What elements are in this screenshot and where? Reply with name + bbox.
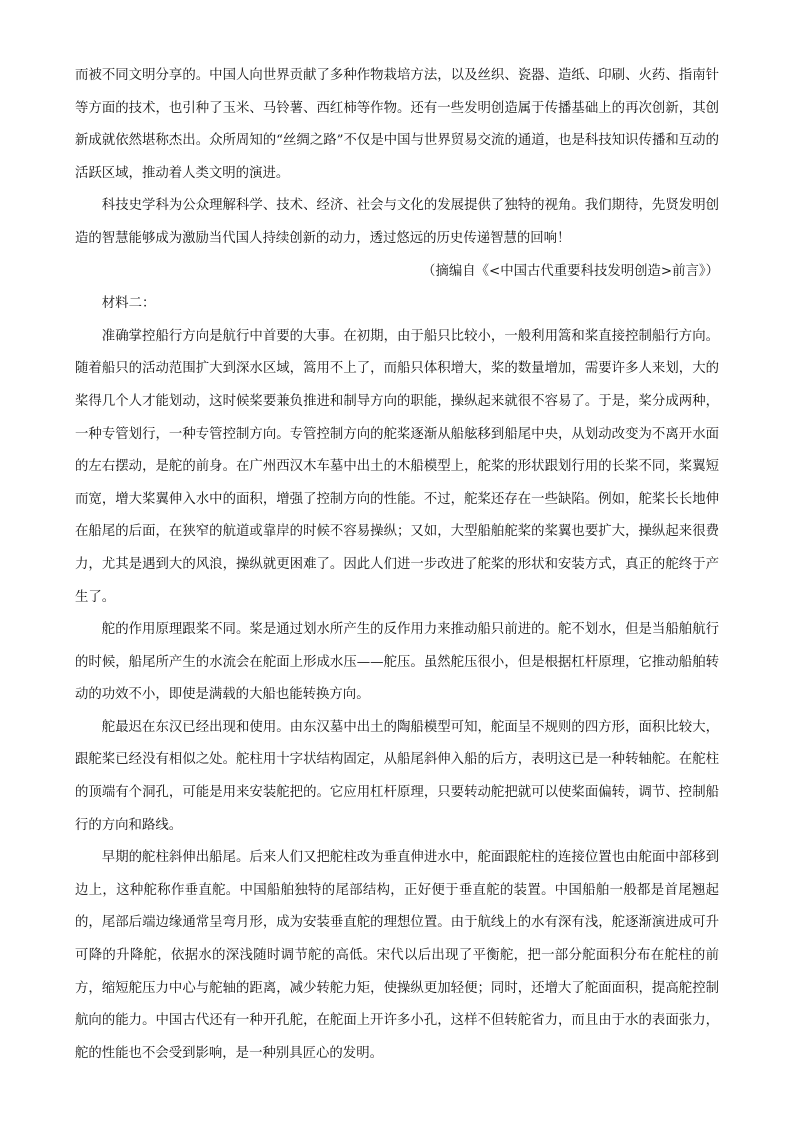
material-two-paragraph-1: 准确掌控船行方向是航行中首要的大事。在初期，由于船只比较小，一般利用篙和桨直接控制船行方向。随着船只的活动范围扩大到深水区域，篙用不上了，而船只体积增大，桨的数量增加，需要许多人来划，大的桨得几个人才能划动，这时候桨要兼负推进和制导方向的职能，操纵起来就很不容易了。于是，桨分成两种，一种专管划行，一种专管控制方向。专管控制方向的舵桨逐渐从船舷移到船尾中央，从划动改变为不离开水面的左右摆动，是舵的前身。在广州西汉木车墓中出土的木船模型上，舵桨的形状跟划行用的长桨不同，桨翼短而宽，增大桨翼伸入水中的面积，增强了控制方向的性能。不过，舵桨还存在一些缺陷。例如，舵桨长长地伸在船尾的后面，在狭窄的航道或靠岸的时候不容易操纵；又如，大型船舶舵桨的桨翼也要扩大，操纵起来很费力，尤其是遇到大的风浪，操纵就更困难了。因此人们进一步改进了舵桨的形状和安装方式，真正的舵终于产生了。 <box>75 328 719 605</box>
document-page <box>75 60 719 1070</box>
material-two-paragraph-2: 舵的作用原理跟桨不同。桨是通过划水所产生的反作用力来推动船只前进的。舵不划水，但是当船舶航行的时候，船尾所产生的水流会在舵面上形成水压——舵压。虽然舵压很小，但是根据杠杆原理，它推动船舶转动的功效不小，即使是满载的大船也能转换方向。 <box>75 622 719 703</box>
material-two-paragraph-3: 舵最迟在东汉已经出现和使用。由东汉墓中出土的陶船模型可知，舵面呈不规则的四方形，面积比较大，跟舵桨已经没有相似之处。舵柱用十字状结构固定，从船尾斜伸入船的后方，表明这已是一种转轴舵。在舵柱的顶端有个洞孔，可能是用来安装舵把的。它应用杠杆原理，只要转动舵把就可以使桨面偏转，调节、控制船行的方向和路线。 <box>75 719 719 833</box>
material-one-source: （摘编自《<中国古代重要科技发明创造>前言》） <box>422 263 719 279</box>
material-two-heading: 材料二： <box>101 296 156 312</box>
material-one-paragraph-1: 而被不同文明分享的。中国人向世界贡献了多种作物栽培方法，以及丝织、瓷器、造纸、印刷、火药、指南针等方面的技术，也引种了玉米、马铃薯、西红柿等作物。还有一些发明创造属于传播基础上的再次创新，其创新成就依然堪称杰出。众所周知的“丝绸之路”不仅是中国与世界贸易交流的通道，也是科技知识传播和互动的活跃区域，推动着人类文明的演进。 <box>75 68 719 181</box>
material-one-paragraph-2: 科技史学科为公众理解科学、技术、经济、社会与文化的发展提供了独特的视角。我们期待，先贤发明创造的智慧能够成为激励当代国人持续创新的动力，透过悠远的历史传递智慧的回响！ <box>75 198 719 246</box>
material-two-paragraph-4: 早期的舵柱斜伸出船尾。后来人们又把舵柱改为垂直伸进水中，舵面跟舵柱的连接位置也由舵面中部移到边上，这种舵称作垂直舵。中国船舶独特的尾部结构，正好便于垂直舵的装置。中国船舶一般都是首尾翘起的，尾部后端边缘通常呈弯月形，成为安装垂直舵的理想位置。由于航线上的水有深有浅，舵逐渐演进成可升可降的升降舵，依据水的深浅随时调节舵的高低。宋代以后出现了平衡舵，把一部分舵面积分布在舵柱的前方，缩短舵压力中心与舵轴的距离，减少转舵力矩，使操纵更加轻便；同时，还增大了舵面面积，提高舵控制航向的能力。中国古代还有一种开孔舵，在舵面上开许多小孔，这样不但转舵省力，而且由于水的表面张力，舵的性能也不会受到影响，是一种别具匠心的发明。 <box>75 850 719 1061</box>
